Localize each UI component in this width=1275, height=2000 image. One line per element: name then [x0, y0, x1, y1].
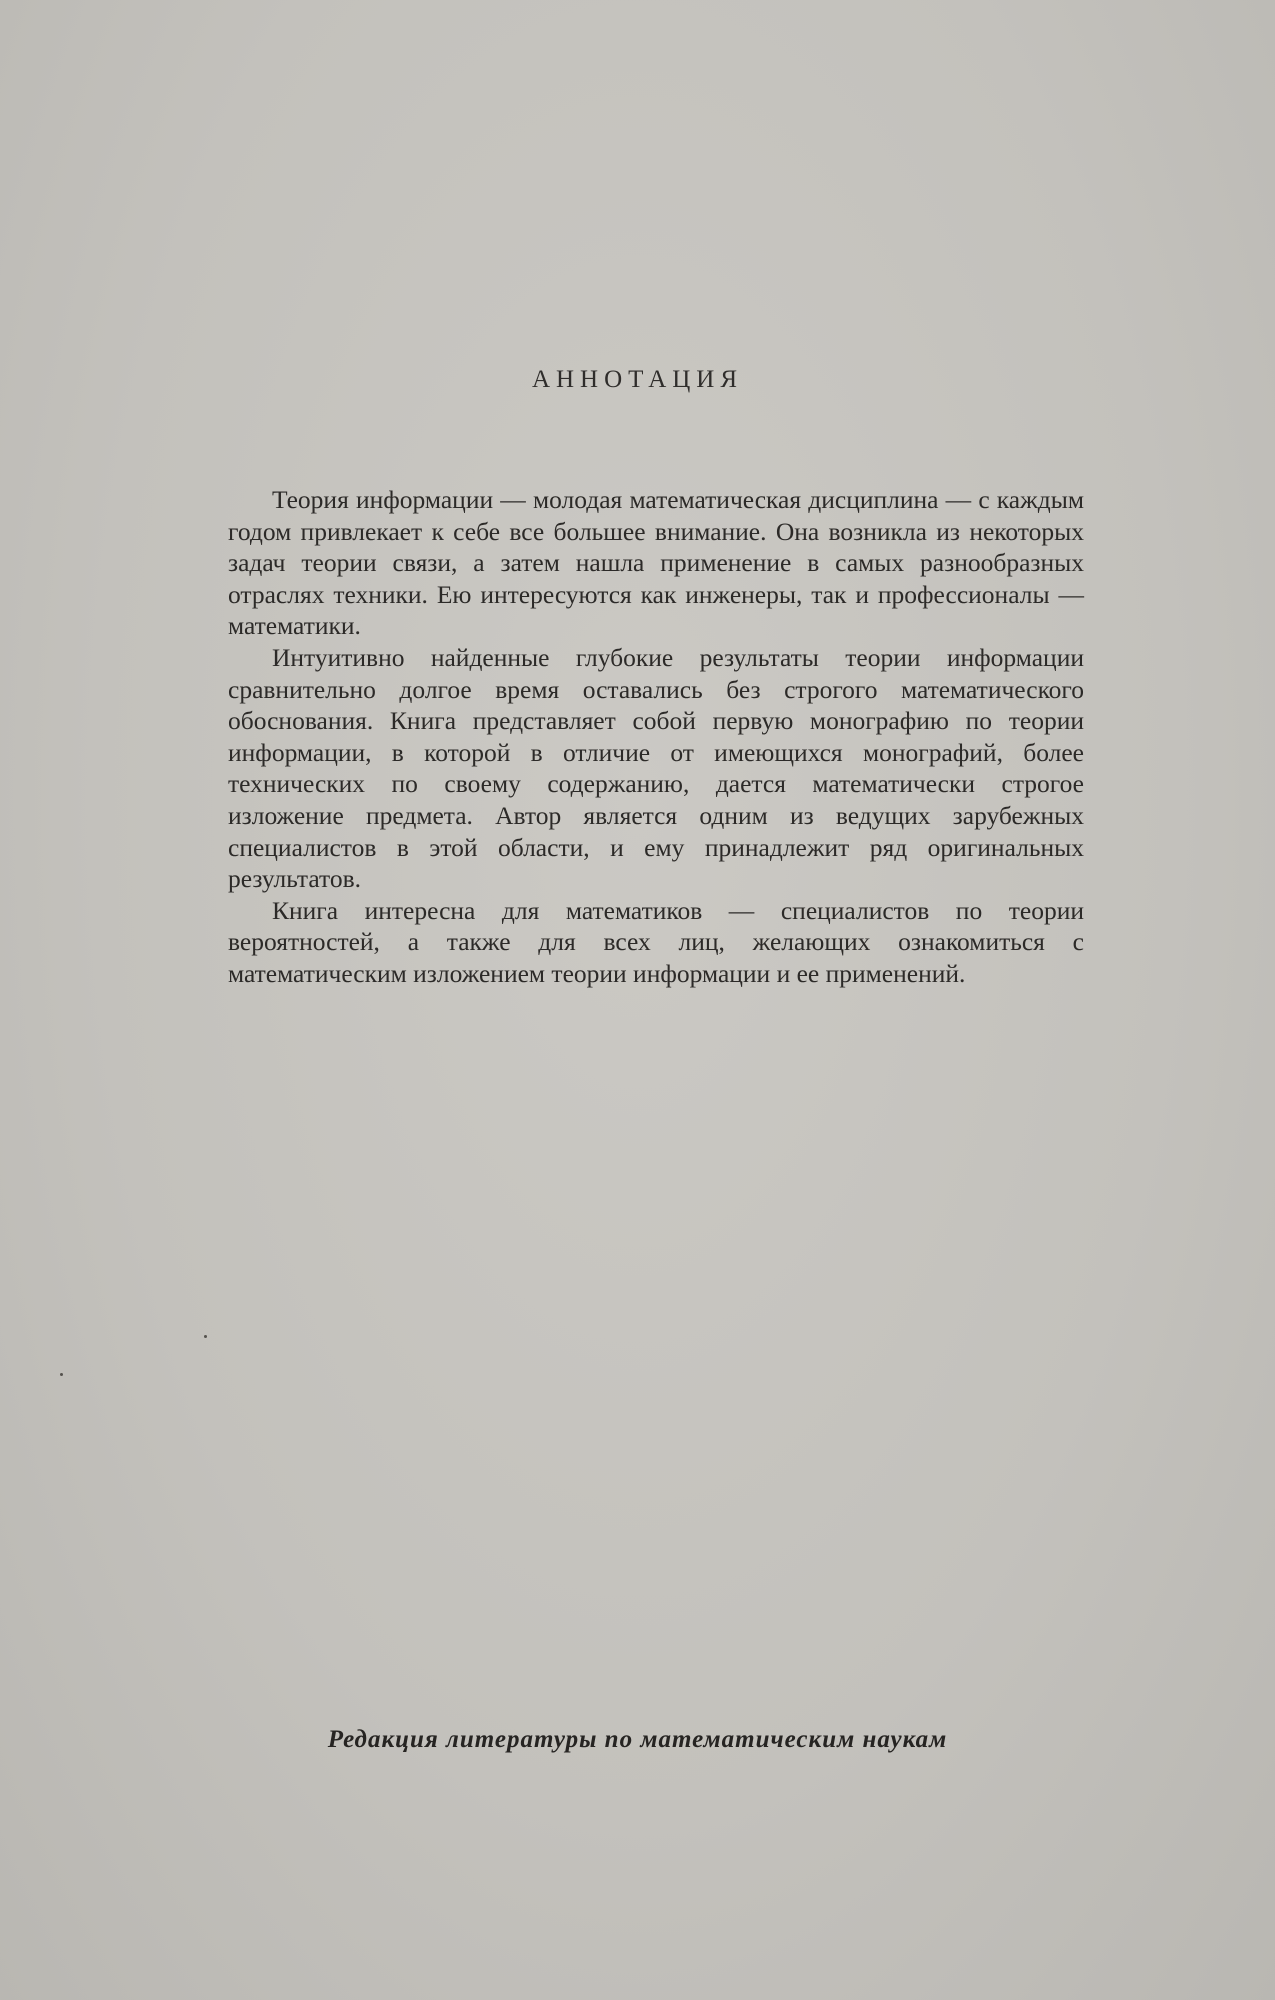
page-title: АННОТАЦИЯ	[531, 366, 744, 393]
paper-speck	[204, 1335, 207, 1338]
annotation-text	[228, 484, 1084, 990]
editorial-credit: Редакция литературы по математическим наукам	[327, 1726, 948, 1753]
paragraph-2: Интуитивно найденные глубокие результаты теории информации сравнительно долгое время оставались без строгого математического обоснования. Книга представляет собой первую монографию по теории информации, в которой в отличие от имеющихся монографий, более технических по своему содержанию, дается математически строгое изложение предмета. Автор является одним из ведущих зарубежных специалистов в этой области, и ему принадлежит ряд оригинальных результатов.	[228, 642, 1084, 894]
paper-speck	[60, 1373, 63, 1376]
paragraph-1: Теория информации — молодая математическая дисциплина — с каждым годом привлекает к себе все большее внимание. Она возникла из некоторых задач теории связи, а затем нашла применение в самых разнообразных отраслях техники. Ею интересуются как инженеры, так и профессионалы — математики.	[228, 485, 1084, 641]
paragraph-3: Книга интересна для математиков — специалистов по теории вероятностей, а также для всех лиц, желающих ознакомиться с математическим изложением теории информации и ее применений.	[228, 895, 1084, 988]
